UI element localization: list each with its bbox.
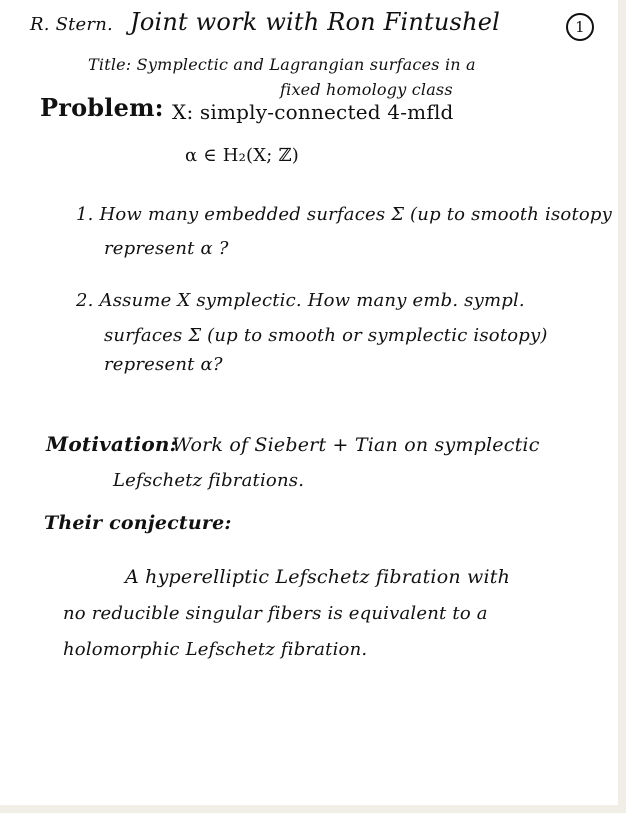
conjecture-label: Their conjecture: <box>44 512 232 534</box>
question-1-line-1: 1. How many embedded surfaces Σ (up to smooth isotopy <box>76 204 613 225</box>
talk-title-line-2: fixed homology class <box>280 80 453 99</box>
question-2-line-2: surfaces Σ (up to smooth or symplectic isotopy) <box>104 325 548 346</box>
motivation-label: Motivation: <box>46 432 178 456</box>
page-header-title: Joint work with Ron Fintushel <box>130 8 501 36</box>
conjecture-line-1: A hyperelliptic Lefschetz fibration with <box>125 566 511 588</box>
conjecture-line-3: holomorphic Lefschetz fibration. <box>63 639 368 660</box>
author-name: R. Stern. <box>30 14 113 35</box>
page-number: 1 <box>566 13 594 41</box>
motivation-line-1: Work of Siebert + Tian on symplectic <box>172 434 540 456</box>
motivation-line-2: Lefschetz fibrations. <box>113 470 305 491</box>
question-1-line-2: represent α ? <box>104 238 229 259</box>
problem-setup-line-1: X: simply-connected 4-mfld <box>172 100 454 124</box>
problem-setup-line-2: α ∈ H₂(X; ℤ) <box>185 145 300 166</box>
question-2-line-3: represent α? <box>104 354 223 375</box>
question-2-line-1: 2. Assume X symplectic. How many emb. sympl. <box>76 290 525 311</box>
talk-title-line-1: Title: Symplectic and Lagrangian surfaces in a <box>88 55 476 74</box>
conjecture-line-2: no reducible singular fibers is equivalent to a <box>63 603 488 624</box>
problem-label: Problem: <box>40 93 164 122</box>
